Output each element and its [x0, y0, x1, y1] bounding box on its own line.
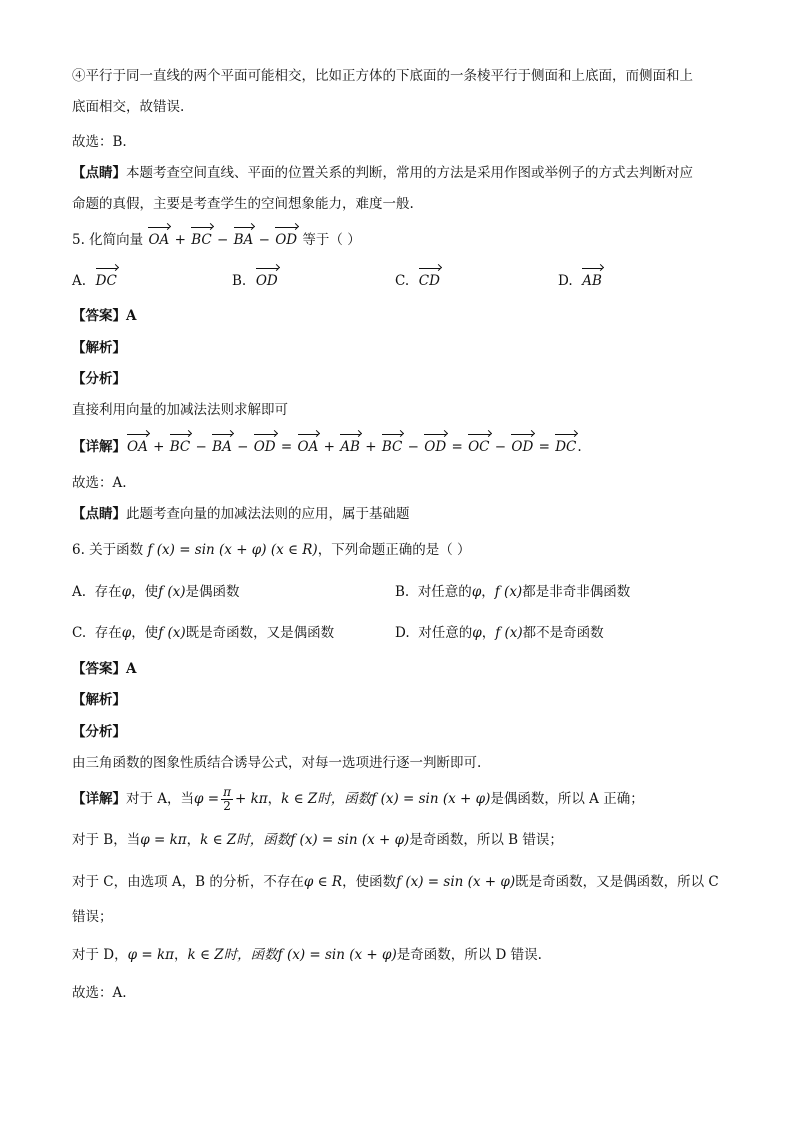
- detail-label: 【详解】: [72, 439, 126, 455]
- math-k-in-z: k ∈ Z时，函数: [187, 947, 278, 963]
- detail-text: 对于 A，当: [126, 791, 195, 807]
- option-letter: A.: [72, 273, 87, 289]
- question-6-prefix: 6. 关于函数: [72, 542, 144, 558]
- question-5-suffix: 等于（ ）: [302, 232, 361, 248]
- punct: ，: [267, 791, 282, 807]
- math-phi-kpi: φ = kπ: [127, 947, 175, 963]
- question-6-function: f (x) = sin (x + φ) (x ∈ R): [147, 542, 318, 558]
- option-text: 对任意的: [417, 584, 472, 600]
- text-line: 直接利用向量的加减法法则求解即可: [72, 402, 288, 418]
- option-text: 既是奇函数，又是偶函数: [185, 625, 335, 641]
- option-text: 是偶函数: [185, 584, 240, 600]
- text-line: 故选：A.: [72, 985, 127, 1001]
- math-phi-kpi: φ = kπ: [140, 832, 187, 848]
- q6-option-c: [72, 623, 334, 643]
- text-line: 故选：B.: [72, 134, 127, 150]
- option-text: ，使: [131, 625, 159, 641]
- math-fx: f (x): [494, 584, 523, 600]
- option-text: 存在: [94, 625, 122, 641]
- note-text: 此题考查向量的加减法法则的应用，属于基础题: [126, 506, 410, 522]
- frac-den: 2: [223, 799, 231, 813]
- fraction-pi-over-2: [221, 786, 233, 813]
- punct: ，: [481, 584, 495, 600]
- q5-option-a: [72, 271, 118, 291]
- math-fx: f (x): [495, 625, 523, 641]
- text-line: ④平行于同一直线的两个平面可能相交，比如正方体的下底面的一条棱平行于侧面和上底面，而侧面和上: [72, 68, 693, 84]
- option-letter: C.: [395, 273, 410, 289]
- detail-expression: OA + BC − BA − OD = OA + AB + BC − OD = OC − OD = DC: [127, 439, 577, 455]
- math-fx-sin: f (x) = sin (x + φ): [277, 947, 397, 963]
- question-6-suffix: ，下列命题正确的是（ ）: [317, 542, 471, 558]
- note-label: 【点睛】: [72, 165, 126, 181]
- detail-line: 【详解】OA + BC − BA − OD = OA + AB + BC − OD = OC − OD = DC.: [72, 439, 582, 455]
- math-plus-kpi: + kπ: [235, 791, 268, 807]
- question-6: [72, 540, 471, 560]
- option-letter: A.: [72, 584, 87, 600]
- note-line: [72, 504, 410, 524]
- option-vector: AB: [582, 273, 602, 289]
- detail-line-d: [72, 945, 542, 965]
- q5-option-c: [395, 271, 441, 291]
- option-text: 都不是奇函数: [522, 625, 604, 641]
- note-label: 【点睛】: [72, 506, 126, 522]
- punct: ，: [186, 832, 201, 848]
- option-letter: B.: [395, 584, 410, 600]
- option-letter: D.: [558, 273, 573, 289]
- math-k-in-z: k ∈ Z时，函数: [281, 791, 372, 807]
- q5-option-b: [232, 271, 279, 291]
- detail-text: 对于 C，由选项 A，B 的分析，不存在: [72, 874, 304, 890]
- fenxi-label: 【分析】: [72, 724, 126, 740]
- option-text: ，使: [131, 584, 159, 600]
- detail-line-b: [72, 830, 563, 850]
- math-fx: f (x): [158, 584, 186, 600]
- fenxi-label: 【分析】: [72, 371, 126, 387]
- text-line: 底面相交，故错误.: [72, 99, 185, 115]
- detail-text: 是奇函数，所以 B 错误；: [409, 832, 563, 848]
- math-fx-sin: f (x) = sin (x + φ): [371, 791, 491, 807]
- math-phi: φ: [121, 584, 132, 600]
- punct: ，: [174, 947, 188, 963]
- math-phi: φ: [471, 584, 482, 600]
- math-fx: f (x): [158, 625, 186, 641]
- question-5: [72, 230, 361, 250]
- detail-text: 对于 B，当: [72, 832, 141, 848]
- math-k-in-z: k ∈ Z时，函数: [200, 832, 291, 848]
- option-vector: DC: [95, 273, 117, 289]
- detail-text: 是奇函数，所以 D 错误.: [396, 947, 542, 963]
- frac-num: π: [223, 785, 231, 799]
- answer-label: 【答案】A: [72, 308, 137, 324]
- option-text: 存在: [94, 584, 122, 600]
- option-vector: OD: [255, 273, 278, 289]
- analysis-label: 【解析】: [72, 340, 126, 356]
- text-line: 错误；: [72, 909, 113, 925]
- detail-line-c: [72, 872, 719, 892]
- math-phi: φ: [121, 625, 132, 641]
- math-phi: φ: [472, 625, 482, 641]
- q5-option-d: [558, 271, 603, 291]
- analysis-label: 【解析】: [72, 692, 126, 708]
- option-vector: CD: [418, 273, 440, 289]
- answer-label: 【答案】A: [72, 661, 137, 677]
- detail-text: ，使函数: [342, 874, 397, 890]
- math-phi-in-r: φ ∈ R: [303, 874, 343, 890]
- detail-label: 【详解】: [72, 791, 126, 807]
- option-text: 都是非奇非偶函数: [522, 584, 631, 600]
- detail-line-a: [72, 786, 644, 813]
- note-text: 本题考查空间直线、平面的位置关系的判断，常用的方法是采用作图或举例子的方式去判断对应: [126, 165, 693, 181]
- detail-text: 既是奇函数，又是偶函数，所以 C: [515, 874, 719, 890]
- math-fx-sin: f (x) = sin (x + φ): [290, 832, 410, 848]
- q6-option-b: [395, 582, 630, 602]
- option-letter: D.: [395, 625, 410, 641]
- math-phi-eq: φ =: [194, 791, 220, 807]
- text-line: 命题的真假，主要是考查学生的空间想象能力，难度一般.: [72, 196, 414, 212]
- detail-text: 对于 D，: [72, 947, 128, 963]
- detail-text: 是偶函数，所以 A 正确；: [490, 791, 644, 807]
- text-line: 故选：A.: [72, 475, 127, 491]
- punct: ，: [481, 625, 496, 641]
- option-letter: B.: [232, 273, 247, 289]
- option-letter: C.: [72, 625, 87, 641]
- option-text: 对任意的: [418, 625, 473, 641]
- q6-option-d: [395, 623, 604, 643]
- question-5-expression: OA + BC − BA − OD: [148, 232, 298, 248]
- q6-option-a: [72, 582, 240, 602]
- text-line: 由三角函数的图象性质结合诱导公式，对每一选项进行逐一判断即可.: [72, 755, 482, 771]
- math-fx-sin: f (x) = sin (x + φ): [396, 874, 516, 890]
- question-5-prefix: 5. 化简向量: [72, 232, 144, 248]
- note-line: [72, 163, 693, 183]
